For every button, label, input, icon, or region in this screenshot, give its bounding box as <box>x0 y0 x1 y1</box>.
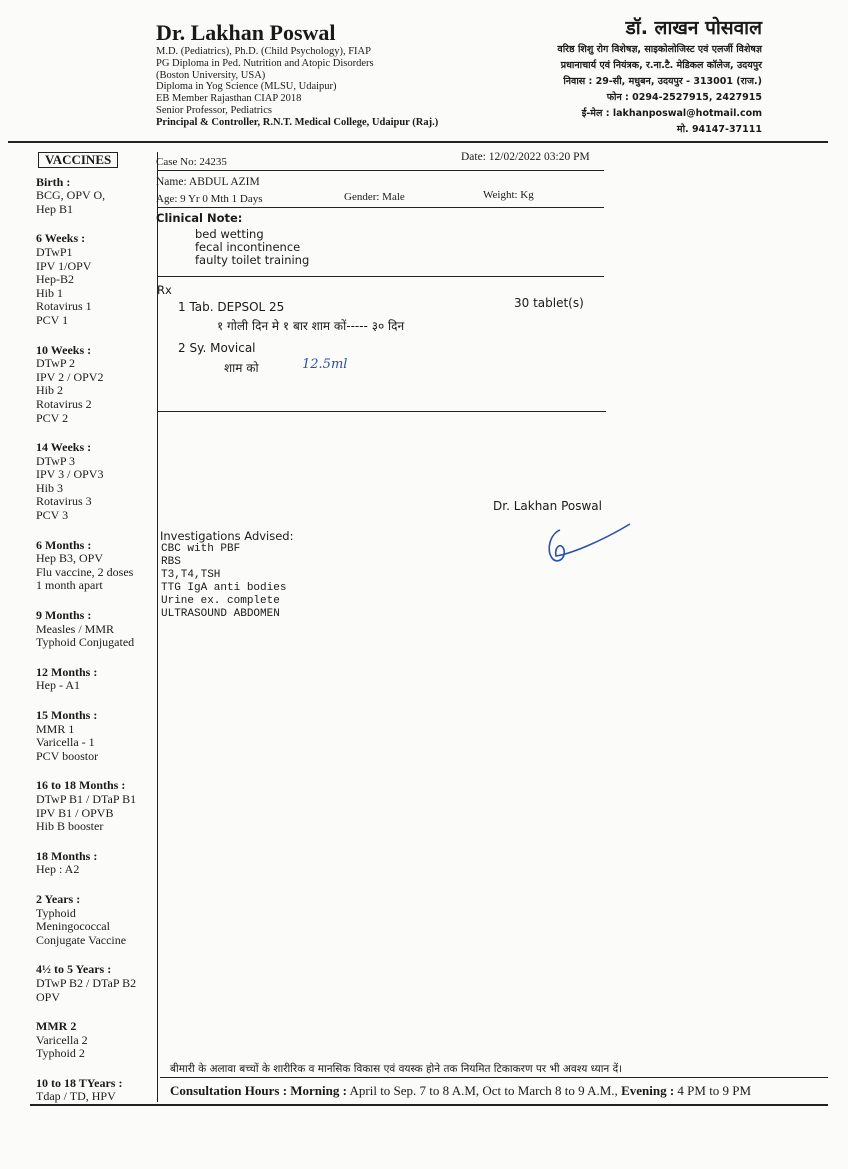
rx-bottom-rule <box>158 411 606 412</box>
vaccine-group <box>36 539 158 593</box>
vaccine-item: PCV 3 <box>36 508 69 523</box>
vaccine-item: Hep - A1 <box>36 678 80 693</box>
vaccine-group <box>36 779 158 833</box>
qualification-line: Senior Professor, Pediatrics <box>156 104 272 116</box>
hours-label: Consultation Hours : Morning : <box>170 1083 347 1098</box>
doctor-name-english: Dr. Lakhan Poswal <box>156 20 336 45</box>
vaccine-item: Hib 3 <box>36 480 63 495</box>
signature-mark <box>540 520 635 570</box>
patient-bottom-rule <box>158 207 604 208</box>
evening-text: 4 PM to 9 PM <box>674 1083 752 1098</box>
vaccine-group-heading: 2 Years : <box>36 891 81 906</box>
vaccine-group-heading: 18 Months : <box>36 848 98 863</box>
vaccine-item: Varicella 2 <box>36 1032 88 1047</box>
qualification-line: PG Diploma in Ped. Nutrition and Atopic Disorders <box>156 57 374 69</box>
hindi-email: ई-मेल : lakhanposwal@hotmail.com <box>581 108 762 119</box>
vaccine-group-heading: 9 Months : <box>36 608 92 623</box>
vaccine-item: MMR 1 <box>36 721 75 736</box>
vaccine-group <box>36 1077 158 1104</box>
vaccine-group <box>36 232 158 327</box>
vaccine-item: Hib B booster <box>36 819 104 834</box>
visit-date: Date: 12/02/2022 03:20 PM <box>461 151 590 163</box>
clinical-note-item: bed wetting <box>195 227 264 241</box>
vaccine-group-heading: 15 Months : <box>36 708 98 722</box>
clinical-note-item: faulty toilet training <box>195 253 310 267</box>
position-line: Principal & Controller, R.N.T. Medical College, Udaipur (Raj.) <box>156 116 439 128</box>
vaccine-item: Typhoid Conjugated <box>36 635 135 650</box>
vaccine-item: Conjugate Vaccine <box>36 932 127 947</box>
vaccine-item: Hep B3, OPV <box>36 551 104 566</box>
qualification-line: M.D. (Pediatrics), Ph.D. (Child Psychology), FIAP <box>156 46 371 57</box>
vaccine-group <box>36 709 158 763</box>
vaccine-group-heading: 10 to 18 TYears : <box>36 1075 123 1090</box>
clinical-bottom-rule <box>158 276 604 277</box>
vaccine-group-heading: 4½ to 5 Years : <box>36 962 112 977</box>
investigation-item: T3,T4,TSH <box>161 569 221 581</box>
vaccine-item: Hep : A2 <box>36 862 80 877</box>
vaccine-item: Rotavirus 3 <box>36 494 92 509</box>
evening-label: Evening : <box>621 1083 675 1098</box>
qualification-line: EB Member Rajasthan CIAP 2018 <box>156 93 302 105</box>
vaccine-group <box>36 176 158 217</box>
consultation-hours <box>170 1083 751 1099</box>
signature-name: Dr. Lakhan Poswal <box>493 499 602 513</box>
footer-hindi-note: बीमारी के अलावा बच्चों के शारीरिक व मानसिक विकास एवं वयस्क होने तक नियमित टिकाकरण पर भी अवश्य ध्यान दें। <box>170 1063 623 1075</box>
vaccine-item: IPV 2 / OPV2 <box>36 369 104 384</box>
vaccine-item: DTwP B2 / DTaP B2 <box>36 975 137 990</box>
vaccine-item: Measles / MMR <box>36 621 114 636</box>
vaccines-column <box>36 152 158 1120</box>
hindi-line: प्रधानाचार्य एवं नियंत्रक, र.ना.टै. मेडिकल कॉलेज, उदयपुर <box>560 60 762 71</box>
vaccine-group-heading: 6 Weeks : <box>36 231 86 246</box>
vaccine-item: DTwP1 <box>36 244 73 259</box>
vaccine-item: DTwP 3 <box>36 453 76 468</box>
doctor-name-hindi: डॉ. लाखन पोसवाल <box>625 17 762 39</box>
hours-text: April to Sep. 7 to 8 A.M, Oct to March 8 to 9 A.M., <box>346 1083 622 1098</box>
patient-gender: Gender: Male <box>344 191 405 203</box>
vaccine-group <box>36 609 158 650</box>
vaccine-group-heading: 6 Months : <box>36 537 92 552</box>
hindi-address: निवास : 29-सी, मधुबन, उदयपुर - 313001 (राज.) <box>563 76 762 87</box>
vaccine-item: PCV boostor <box>36 748 99 763</box>
hindi-phone: फोन : 0294-2527915, 2427915 <box>606 92 762 103</box>
rx-item-1-quantity: 30 tablet(s) <box>514 296 584 310</box>
vaccine-group-heading: 12 Months : <box>36 664 98 679</box>
investigation-item: Urine ex. complete <box>161 595 280 607</box>
qualification-line: Diploma in Yog Science (MLSU, Udaipur) <box>156 81 337 93</box>
clinical-note-heading: Clinical Note: <box>156 211 243 225</box>
vaccine-group <box>36 1020 158 1061</box>
investigations-heading: Investigations Advised: <box>160 529 294 543</box>
hindi-details-block <box>557 42 762 138</box>
case-number: Case No: 24235 <box>156 156 227 168</box>
vaccine-item: Rotavirus 2 <box>36 396 92 411</box>
footer-top-rule <box>160 1077 828 1078</box>
vaccine-item: Rotavirus 1 <box>36 299 92 314</box>
vaccine-item: DTwP 2 <box>36 356 76 371</box>
clinical-note-item: fecal incontinence <box>195 240 301 254</box>
vaccine-group <box>36 850 158 877</box>
vaccine-item: Hib 2 <box>36 383 63 398</box>
vaccine-group <box>36 963 158 1004</box>
vaccine-item: Flu vaccine, 2 doses <box>36 564 134 579</box>
vaccine-group-heading: 14 Weeks : <box>36 440 92 455</box>
vaccine-group <box>36 666 158 693</box>
vaccine-item: Hib 1 <box>36 285 63 300</box>
hindi-line: वरिष्ठ शिशु रोग विशेषज्ञ, साइकोलोजिस्ट एवं एलर्जी विशेषज्ञ <box>557 44 762 55</box>
vaccine-item: Tdap / TD, HPV <box>36 1089 116 1104</box>
vaccine-item: Hep B1 <box>36 201 73 216</box>
rx-item-2-handwritten-dose: 12.5ml <box>302 357 348 372</box>
vaccine-item: PCV 1 <box>36 312 69 327</box>
investigation-item: CBC with PBF <box>161 543 241 555</box>
rx-label: Rx <box>157 283 172 297</box>
vaccine-item: Hep-B2 <box>36 272 74 287</box>
investigations-list <box>161 543 286 621</box>
investigation-item: ULTRASOUND ABDOMEN <box>161 608 280 620</box>
vaccine-group-heading: Birth : <box>36 174 71 189</box>
rx-item-2: 2 Sy. Movical <box>178 341 256 355</box>
footer-bottom-rule <box>30 1104 828 1106</box>
vaccines-title: VACCINES <box>38 152 118 168</box>
vaccine-group-heading: MMR 2 <box>36 1019 77 1034</box>
vaccine-item: Typhoid <box>36 905 76 920</box>
vaccine-group <box>36 441 158 523</box>
vaccine-item: OPV <box>36 989 61 1004</box>
vaccine-item: BCG, OPV O, <box>36 188 106 203</box>
rx-item-1-instruction: १ गोली दिन मे १ बार शाम कों----- ३० दिन <box>217 319 405 333</box>
vaccine-item: IPV B1 / OPVB <box>36 805 114 820</box>
vaccine-group-heading: 16 to 18 Months : <box>36 778 126 793</box>
patient-rule <box>158 170 604 171</box>
vaccine-item: Typhoid 2 <box>36 1046 85 1061</box>
qualification-line: (Boston University, USA) <box>156 69 266 81</box>
vaccine-groups <box>36 176 158 1104</box>
vaccine-item: Meningococcal <box>36 919 110 934</box>
rx-item-1: 1 Tab. DEPSOL 25 <box>178 300 285 314</box>
vaccine-item: DTwP B1 / DTaP B1 <box>36 791 137 806</box>
investigation-item: RBS <box>161 556 181 568</box>
vaccine-item: PCV 2 <box>36 410 69 425</box>
vaccine-group-heading: 10 Weeks : <box>36 342 92 357</box>
patient-weight: Weight: Kg <box>483 189 534 201</box>
vaccine-item: IPV 1/OPV <box>36 258 92 273</box>
rx-item-2-instruction: शाम को <box>224 361 259 375</box>
patient-name: Name: ABDUL AZIM <box>156 176 260 188</box>
vaccine-group <box>36 344 158 426</box>
hindi-mobile: मो. 94147-37111 <box>676 124 762 135</box>
qualifications-block <box>156 46 438 129</box>
vaccine-item: 1 month apart <box>36 578 103 593</box>
investigation-item: TTG IgA anti bodies <box>161 582 287 594</box>
header-rule <box>8 141 828 143</box>
vaccine-group <box>36 893 158 947</box>
vaccine-item: IPV 3 / OPV3 <box>36 467 104 482</box>
vaccine-item: Varicella - 1 <box>36 735 95 750</box>
patient-age: Age: 9 Yr 0 Mth 1 Days <box>156 193 263 205</box>
